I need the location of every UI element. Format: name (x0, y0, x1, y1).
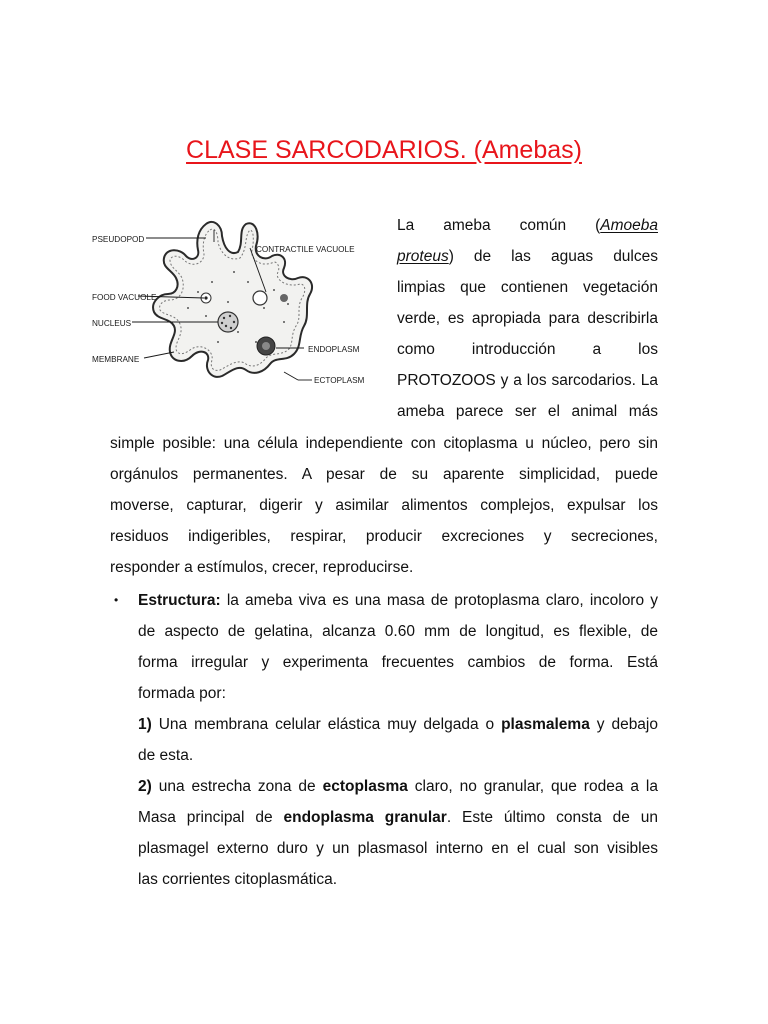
estructura-label: Estructura: (138, 592, 221, 609)
species-genus: Amoeba (600, 217, 658, 234)
intro-line-3: limpias que contienen vegetación (397, 279, 658, 296)
label-ectoplasm: ECTOPLASM (314, 376, 365, 385)
label-nucleus: NUCLEUS (92, 319, 132, 328)
point-2-line-4: las corrientes citoplasmática. (138, 871, 337, 888)
body-paragraph (110, 428, 658, 583)
species-name: proteus (397, 248, 449, 265)
estructura-line-3: forma irregular y experimenta frecuentes cambios de forma. Está (138, 654, 658, 671)
point-2-line-1: 2) una estrecha zona de ectoplasma claro, no granular, que rodea a la (138, 778, 658, 795)
intro-paragraph (397, 210, 658, 427)
label-food-vacuole: FOOD VACUOLE (92, 293, 157, 302)
body-line-3: moverse, capturar, digerir y asimilar alimentos complejos, expulsar los (110, 497, 658, 514)
intro-line-2: proteus) de las aguas dulces (397, 248, 658, 265)
label-contractile-vacuole: CONTRACTILE VACUOLE (256, 245, 355, 254)
label-endoplasm: ENDOPLASM (308, 345, 360, 354)
ectoplasma-term: ectoplasma (322, 778, 408, 795)
plasmalema-term: plasmalema (501, 716, 590, 733)
estructura-item (138, 585, 658, 895)
intro-line-1: La ameba común (Amoeba (397, 217, 658, 234)
point-1-line-1: 1) Una membrana celular elástica muy delgada o plasmalema y debajo (138, 716, 658, 733)
point-2-line-3: plasmagel externo duro y un plasmasol interno en el cual son visibles (138, 840, 658, 857)
point-2-line-2: Masa principal de endoplasma granular. Este último consta de un (138, 809, 658, 826)
point-1-line-2: de esta. (138, 747, 194, 764)
endoplasma-term: endoplasma granular (283, 809, 447, 826)
bullet-icon: • (114, 593, 119, 607)
body-line-2: orgánulos permanentes. A pesar de su aparente simplicidad, puede (110, 466, 658, 483)
intro-line-4: verde, es apropiada para describirla (397, 310, 658, 327)
intro-line-7: ameba parece ser el animal más (397, 403, 658, 420)
page-title: CLASE SARCODARIOS. (Amebas) (186, 136, 582, 164)
label-membrane: MEMBRANE (92, 355, 140, 364)
intro-line-6: PROTOZOOS y a los sarcodarios. La (397, 372, 659, 389)
body-line-1: simple posible: una célula independiente con citoplasma u núcleo, pero sin (110, 435, 658, 452)
amoeba-diagram (88, 212, 380, 402)
estructura-line-1: Estructura: la ameba viva es una masa de protoplasma claro, incoloro y (138, 592, 658, 609)
estructura-line-4: formada por: (138, 685, 226, 702)
label-pseudopod: PSEUDOPOD (92, 235, 145, 244)
contractile-vacuole-shape (253, 291, 267, 305)
intro-line-5: como introducción a los (397, 341, 658, 358)
estructura-line-2: de aspecto de gelatina, alcanza 0.60 mm de longitud, es flexible, de (138, 623, 658, 640)
body-line-5: responder a estímulos, crecer, reproducirse. (110, 559, 414, 576)
body-line-4: residuos indigeribles, respirar, producir excreciones y secreciones, (110, 528, 658, 545)
